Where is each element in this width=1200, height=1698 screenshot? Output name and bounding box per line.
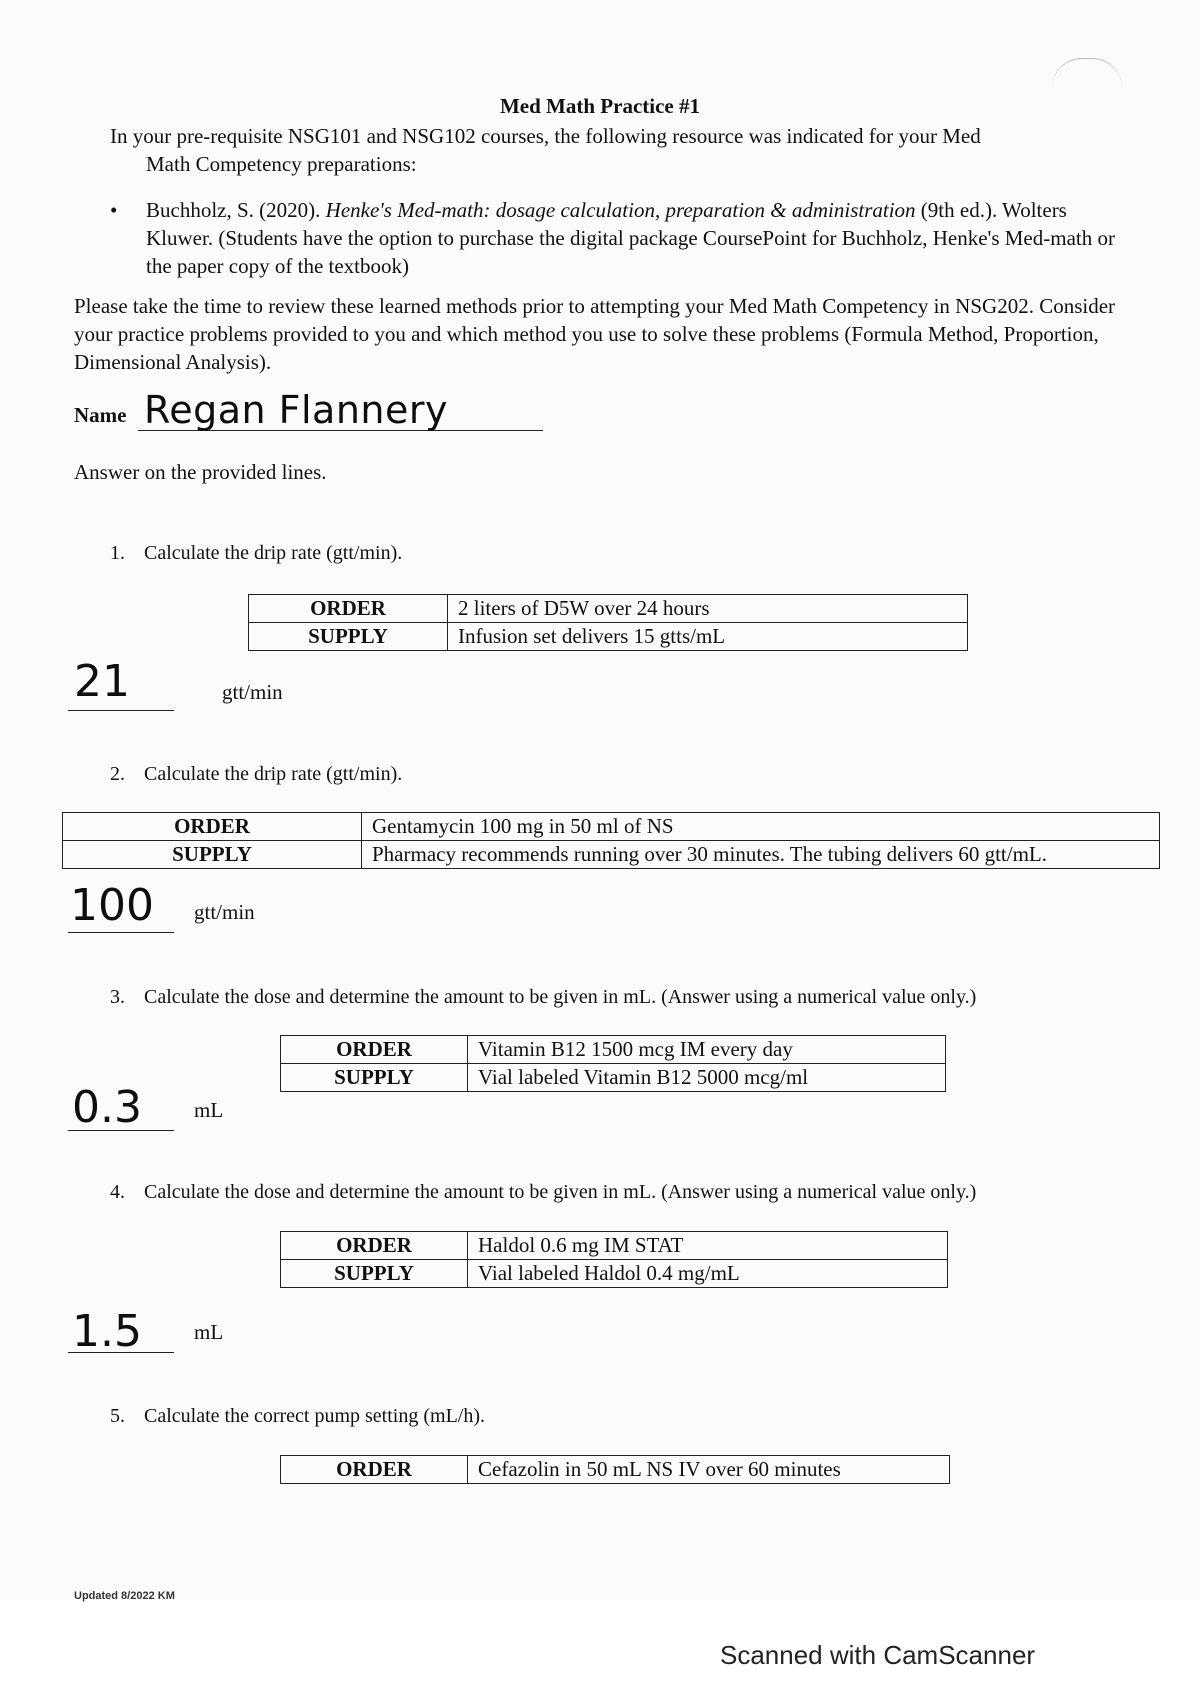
row-key: SUPPLY: [249, 623, 448, 651]
row-value: Vial labeled Haldol 0.4 mg/mL: [468, 1260, 948, 1288]
question-number: 4.: [110, 1181, 125, 1203]
row-value: Cefazolin in 50 mL NS IV over 60 minutes: [468, 1456, 950, 1484]
row-key: ORDER: [63, 813, 362, 841]
question-text: Calculate the dose and determine the amount to be given in mL. (Answer using a numerical value only.): [144, 986, 977, 1008]
question-number: 5.: [110, 1405, 125, 1427]
order-supply-table: [248, 594, 968, 651]
answer-3-handwritten[interactable]: 0.3: [72, 1082, 142, 1133]
answer-line: [68, 1130, 174, 1131]
row-value: Vial labeled Vitamin B12 5000 mcg/ml: [468, 1064, 946, 1092]
page-title: Med Math Practice #1: [499, 94, 700, 118]
citation-suffix: (9th ed.). Wolters Kluwer. (Students have the option to purchase the digital package CoursePoint for Buchholz, Henke's Med-math or the paper copy of the textbook): [146, 198, 1115, 278]
question-text: Calculate the drip rate (gtt/min).: [144, 542, 403, 564]
table-row: [281, 1456, 950, 1484]
question-4: [110, 1181, 976, 1204]
answer-unit: gtt/min: [222, 680, 283, 704]
camscanner-watermark: Scanned with CamScanner: [720, 1640, 1036, 1670]
order-table: [280, 1455, 950, 1484]
row-value: Gentamycin 100 mg in 50 ml of NS: [362, 813, 1160, 841]
answer-line: [68, 1352, 174, 1353]
intro-line-1: In your pre-requisite NSG101 and NSG102 courses, the following resource was indicated for your Med: [110, 124, 981, 148]
order-supply-table: [280, 1035, 946, 1092]
citation-prefix: Buchholz, S. (2020).: [146, 198, 326, 222]
answer-unit: gtt/min: [194, 900, 255, 924]
answer-unit: mL: [194, 1320, 224, 1344]
row-value: Haldol 0.6 mg IM STAT: [468, 1232, 948, 1260]
table-row: [281, 1064, 946, 1092]
answer-instruction: Answer on the provided lines.: [74, 460, 327, 484]
name-label: Name: [74, 403, 127, 427]
row-key: ORDER: [249, 595, 448, 623]
question-number: 2.: [110, 763, 125, 785]
table-row: [281, 1036, 946, 1064]
row-key: ORDER: [281, 1456, 468, 1484]
order-supply-table: [280, 1231, 948, 1288]
row-value: Pharmacy recommends running over 30 minutes. The tubing delivers 60 gtt/mL.: [362, 841, 1160, 869]
row-key: SUPPLY: [281, 1064, 468, 1092]
answer-line: [68, 710, 174, 711]
table-row: [281, 1260, 948, 1288]
row-key: ORDER: [281, 1232, 468, 1260]
review-paragraph: Please take the time to review these learned methods prior to attempting your Med Math Competency in NSG202. Consider your practice problems provided to you and which method you use to solve these problems (Formula Method, Proportion, Dimensional Analysis).: [74, 294, 1116, 374]
row-key: SUPPLY: [281, 1260, 468, 1288]
row-value: Vitamin B12 1500 mcg IM every day: [468, 1036, 946, 1064]
answer-unit: mL: [194, 1098, 224, 1122]
question-number: 3.: [110, 986, 125, 1008]
citation-book-title: Henke's Med-math: dosage calculation, preparation & administration: [325, 198, 916, 222]
question-3: [110, 986, 976, 1009]
table-row: [249, 595, 968, 623]
answer-line: [68, 932, 174, 933]
intro-paragraph: [110, 122, 1150, 178]
question-5: [110, 1405, 485, 1428]
row-value: Infusion set delivers 15 gtts/mL: [448, 623, 968, 651]
answer-4-handwritten[interactable]: 1.5: [72, 1306, 142, 1357]
question-2: [110, 763, 402, 786]
question-number: 1.: [110, 542, 125, 564]
answer-2-handwritten[interactable]: 100: [70, 880, 154, 931]
table-row: [281, 1232, 948, 1260]
table-row: [249, 623, 968, 651]
question-text: Calculate the dose and determine the amount to be given in mL. (Answer using a numerical value only.): [144, 1181, 977, 1203]
table-row: [63, 813, 1160, 841]
answer-1-handwritten[interactable]: 21: [74, 656, 130, 707]
row-key: ORDER: [281, 1036, 468, 1064]
question-1: [110, 542, 402, 565]
order-supply-table: [62, 812, 1160, 869]
row-value: 2 liters of D5W over 24 hours: [448, 595, 968, 623]
question-text: Calculate the correct pump setting (mL/h).: [144, 1405, 485, 1427]
row-key: SUPPLY: [63, 841, 362, 869]
table-row: [63, 841, 1160, 869]
updated-footer: Updated 8/2022 KM: [74, 1590, 175, 1602]
question-text: Calculate the drip rate (gtt/min).: [144, 763, 403, 785]
name-handwritten-value[interactable]: Regan Flannery: [144, 388, 449, 432]
intro-line-2: Math Competency preparations:: [146, 152, 417, 176]
bullet-icon: •: [110, 198, 118, 222]
